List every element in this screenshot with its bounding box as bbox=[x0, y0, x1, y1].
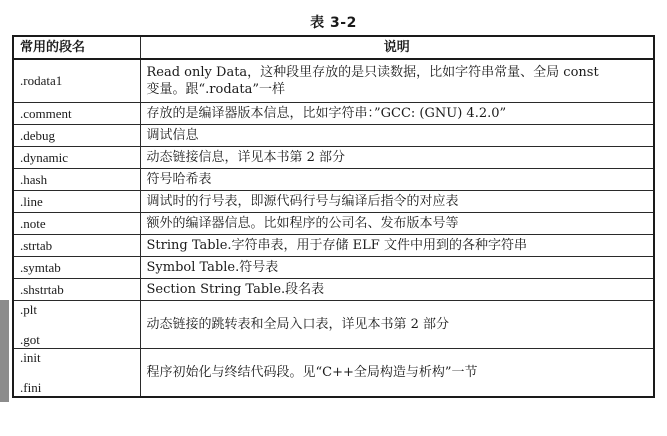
section-names-table bbox=[12, 35, 655, 398]
section-name-line: .init bbox=[20, 349, 41, 365]
description-cell: 额外的编译器信息。比如程序的公司名、发布版本号等 bbox=[140, 212, 654, 234]
section-name-cell: .symtab bbox=[13, 256, 140, 278]
section-name-line: .got bbox=[20, 331, 40, 347]
section-name-cell: .debug bbox=[13, 124, 140, 146]
section-name-line: .plt bbox=[20, 301, 37, 317]
column-header-section-name: 常用的段名 bbox=[13, 36, 140, 59]
description-cell: 程序初始化与终结代码段。见“C++全局构造与析构”一节 bbox=[140, 348, 654, 397]
table-row bbox=[13, 124, 654, 146]
section-name-line: .fini bbox=[20, 379, 42, 395]
description-cell: 存放的是编译器版本信息，比如字符串：”GCC: (GNU) 4.2.0” bbox=[140, 102, 654, 124]
table-row bbox=[13, 278, 654, 300]
table-row bbox=[13, 234, 654, 256]
description-cell: String Table.字符串表，用于存储 ELF 文件中用到的各种字符串 bbox=[140, 234, 654, 256]
description-line: Read only Data，这种段里存放的是只读数据，比如字符串常量、全局 const bbox=[146, 64, 599, 80]
description-cell: Symbol Table.符号表 bbox=[140, 256, 654, 278]
table-row bbox=[13, 59, 654, 102]
table-row bbox=[13, 146, 654, 168]
description-cell: 符号哈希表 bbox=[140, 168, 654, 190]
column-header-description: 说明 bbox=[140, 36, 654, 59]
page-edge-mark bbox=[0, 300, 9, 402]
section-name-cell: .hash bbox=[13, 168, 140, 190]
table-row bbox=[13, 190, 654, 212]
description-cell: 调试时的行号表，即源代码行号与编译后指令的对应表 bbox=[140, 190, 654, 212]
table-row bbox=[13, 212, 654, 234]
section-name-cell: .line bbox=[13, 190, 140, 212]
description-cell: 动态链接的跳转表和全局入口表，详见本书第 2 部分 bbox=[140, 300, 654, 348]
description-cell: 调试信息 bbox=[140, 124, 654, 146]
section-name-cell: .dynamic bbox=[13, 146, 140, 168]
section-name-cell: .strtab bbox=[13, 234, 140, 256]
table-row bbox=[13, 256, 654, 278]
table-caption: 表 3-2 bbox=[310, 15, 357, 31]
table-row bbox=[13, 168, 654, 190]
description-line: 变量。跟“.rodata”一样 bbox=[146, 81, 286, 97]
section-name-cell bbox=[13, 300, 140, 348]
table-row bbox=[13, 348, 654, 397]
table-row bbox=[13, 102, 654, 124]
description-cell: Section String Table.段名表 bbox=[140, 278, 654, 300]
section-name-cell: .note bbox=[13, 212, 140, 234]
description-cell bbox=[140, 59, 654, 102]
section-name-cell: .comment bbox=[13, 102, 140, 124]
table-header-row bbox=[13, 36, 654, 59]
description-cell: 动态链接信息，详见本书第 2 部分 bbox=[140, 146, 654, 168]
section-name-cell: .shstrtab bbox=[13, 278, 140, 300]
section-name-cell bbox=[13, 348, 140, 397]
section-name-cell: .rodata1 bbox=[13, 59, 140, 102]
table-row bbox=[13, 300, 654, 348]
